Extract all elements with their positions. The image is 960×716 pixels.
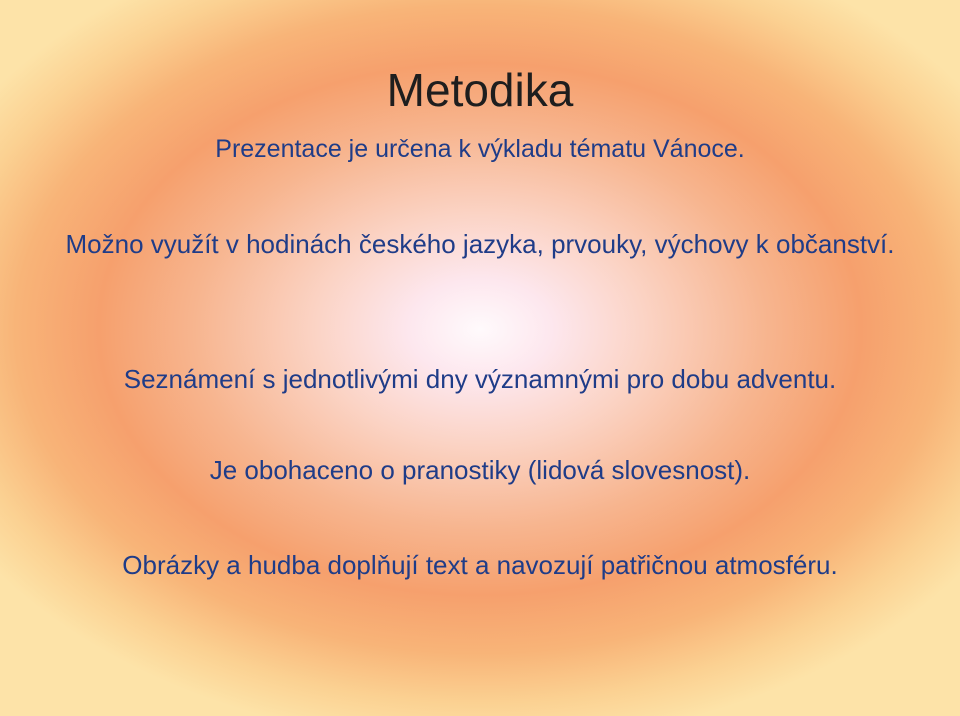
slide-subtitle: Prezentace je určena k výkladu tématu Vánoce. [215,135,745,163]
paragraph-media: Obrázky a hudba doplňují text a navozují patřičnou atmosféru. [122,550,838,580]
slide-title: Metodika [386,64,574,116]
paragraph-usage: Možno využít v hodinách českého jazyka, prvouky, výchovy k občanství. [65,229,895,259]
paragraph-sayings: Je obohaceno o pranostiky (lidová slovesnost). [209,455,751,485]
paragraph-advent-days: Seznámení s jednotlivými dny významnými pro dobu adventu. [123,364,837,394]
